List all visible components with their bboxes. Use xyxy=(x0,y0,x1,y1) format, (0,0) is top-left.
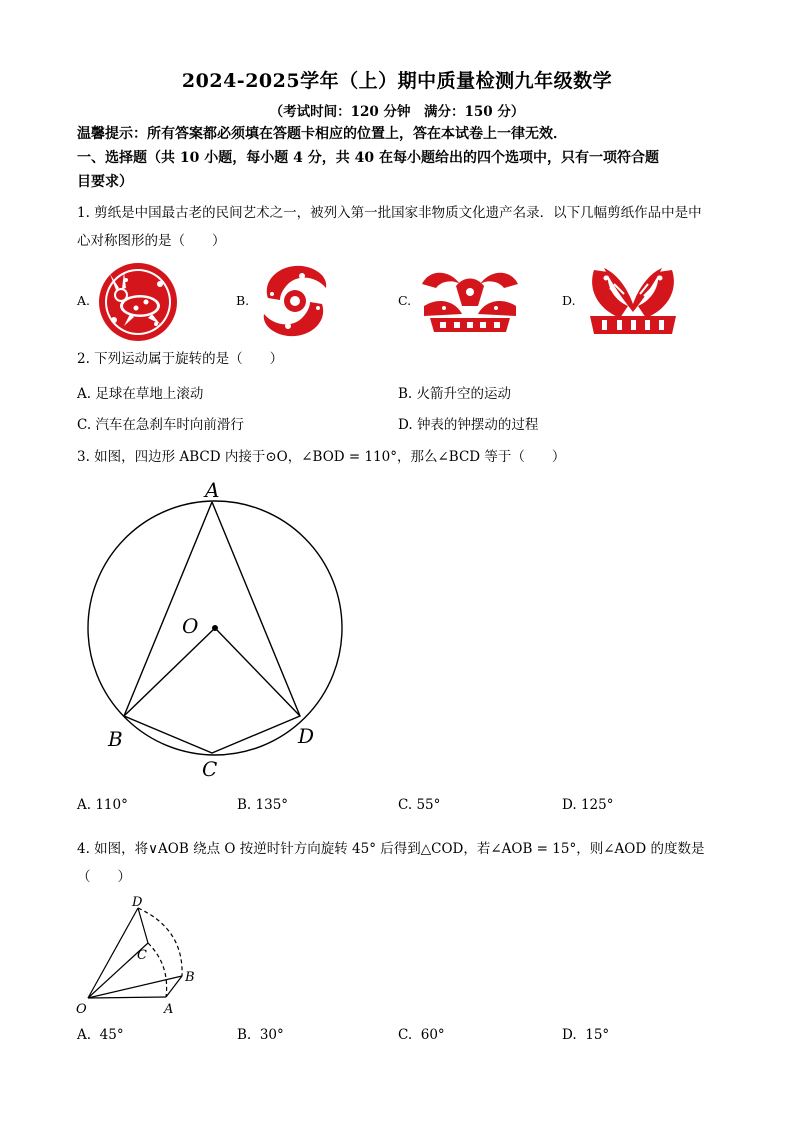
label-o: O xyxy=(182,614,199,638)
q4-option-a-label: A. xyxy=(77,1027,92,1043)
quadrilateral-abcd xyxy=(124,502,300,753)
q2-option-c-label: C. xyxy=(77,417,92,433)
q2-option-c xyxy=(77,413,244,433)
q3-circle-figure xyxy=(80,478,350,783)
q2-option-b xyxy=(398,382,511,402)
q4-option-c-text: 60° xyxy=(420,1027,445,1043)
q2-option-d-label: D. xyxy=(398,417,413,433)
q3-option-c xyxy=(398,797,440,813)
q3-option-d-text: 125° xyxy=(580,797,614,813)
q4-option-d-label: D. xyxy=(562,1027,577,1043)
q4-stem-line2: （ ） xyxy=(77,869,131,885)
q4-option-c xyxy=(398,1027,445,1043)
q4-option-c-label: C. xyxy=(398,1027,413,1043)
q3-option-a-text: 110° xyxy=(95,797,128,813)
q4-option-a-text: 45° xyxy=(99,1027,124,1043)
q3-option-c-label: C. xyxy=(398,797,413,813)
q3-option-b-text: 135° xyxy=(255,797,289,813)
q4-stem-line1: 4. 如图，将∨AOB 绕点 O 按逆时针方向旋转 45° 后得到△COD，若∠AOB = 15°，则∠AOD 的度数是 xyxy=(77,841,705,857)
q4-option-d-text: 15° xyxy=(585,1027,610,1043)
q2-option-c-text: 汽车在急刹车时向前滑行 xyxy=(95,417,244,433)
segment-oa xyxy=(88,997,166,998)
q1-stem-line1: 1. 剪纸是中国最古老的民间艺术之一，被列入第一批国家非物质文化遗产名录．以下几幅剪纸作品中是中 xyxy=(77,205,702,221)
label-c: C xyxy=(202,757,218,781)
q1-option-b-label: B. xyxy=(236,293,250,308)
q2-option-d-text: 钟表的钟摆动的过程 xyxy=(416,417,539,433)
rabbit-papercut-image xyxy=(96,262,180,342)
q2-option-b-text: 火箭升空的运动 xyxy=(416,386,512,402)
notice: 温馨提示：所有答案都必须填在答题卡相应的位置上，答在本试卷上一律无效． xyxy=(77,126,567,142)
fish-swirl-papercut-image xyxy=(258,262,332,340)
q4-option-b-label: B. xyxy=(237,1027,252,1043)
q2-option-a xyxy=(77,382,203,402)
arc-bd xyxy=(138,908,182,976)
section-heading-line2: 目要求） xyxy=(77,174,133,190)
q3-option-b xyxy=(237,797,288,813)
q1-option-c-label: C. xyxy=(398,293,412,308)
q3-option-d-label: D. xyxy=(562,797,577,813)
double-fish-lotus-papercut-image xyxy=(420,266,520,334)
q2-option-b-label: B. xyxy=(398,386,413,402)
q4-option-b-text: 30° xyxy=(259,1027,284,1043)
q4-option-a xyxy=(77,1027,124,1043)
label-b: B xyxy=(185,970,195,985)
label-d: D xyxy=(298,724,315,748)
q1-option-a-label: A. xyxy=(77,293,91,308)
q2-option-d xyxy=(398,413,538,433)
section-heading-line1: 一、选择题（共 10 小题，每小题 4 分，共 40 在每小题给出的四个选项中，只有一项符合题 xyxy=(77,150,659,166)
segment-ob xyxy=(124,628,215,716)
q4-rotation-figure xyxy=(74,893,208,1021)
label-b: B xyxy=(108,727,123,751)
label-d: D xyxy=(132,895,143,910)
exam-info: （考试时间：120 分钟 满分：150 分） xyxy=(269,104,525,120)
label-a: A xyxy=(205,478,220,502)
q3-option-a xyxy=(77,797,128,813)
center-point xyxy=(212,625,218,631)
q3-stem: 3. 如图，四边形 ABCD 内接于⊙O，∠BOD = 110°，那么∠BCD 等于（ ） xyxy=(77,449,566,465)
q3-option-b-label: B. xyxy=(237,797,252,813)
q3-option-d xyxy=(562,797,613,813)
label-o: O xyxy=(76,1002,87,1017)
page-title: 2024-2025学年（上）期中质量检测九年级数学 xyxy=(181,70,613,92)
segment-dc xyxy=(138,908,148,943)
q3-option-c-text: 55° xyxy=(416,797,441,813)
q4-option-d xyxy=(562,1027,609,1043)
q1-option-d-label: D. xyxy=(562,293,576,308)
q2-option-a-text: 足球在草地上滚动 xyxy=(95,386,204,402)
segment-od xyxy=(88,908,138,998)
double-carp-papercut-image xyxy=(584,264,682,336)
q3-option-a-label: A. xyxy=(77,797,92,813)
q2-option-a-label: A. xyxy=(77,386,92,402)
label-a: A xyxy=(164,1002,174,1017)
q1-stem-line2: 心对称图形的是（ ） xyxy=(77,233,226,249)
segment-od xyxy=(215,628,300,716)
q2-stem: 2. 下列运动属于旋转的是（ ） xyxy=(77,351,284,367)
q4-option-b xyxy=(237,1027,284,1043)
label-c: C xyxy=(137,948,147,963)
arc-ac xyxy=(148,943,167,997)
